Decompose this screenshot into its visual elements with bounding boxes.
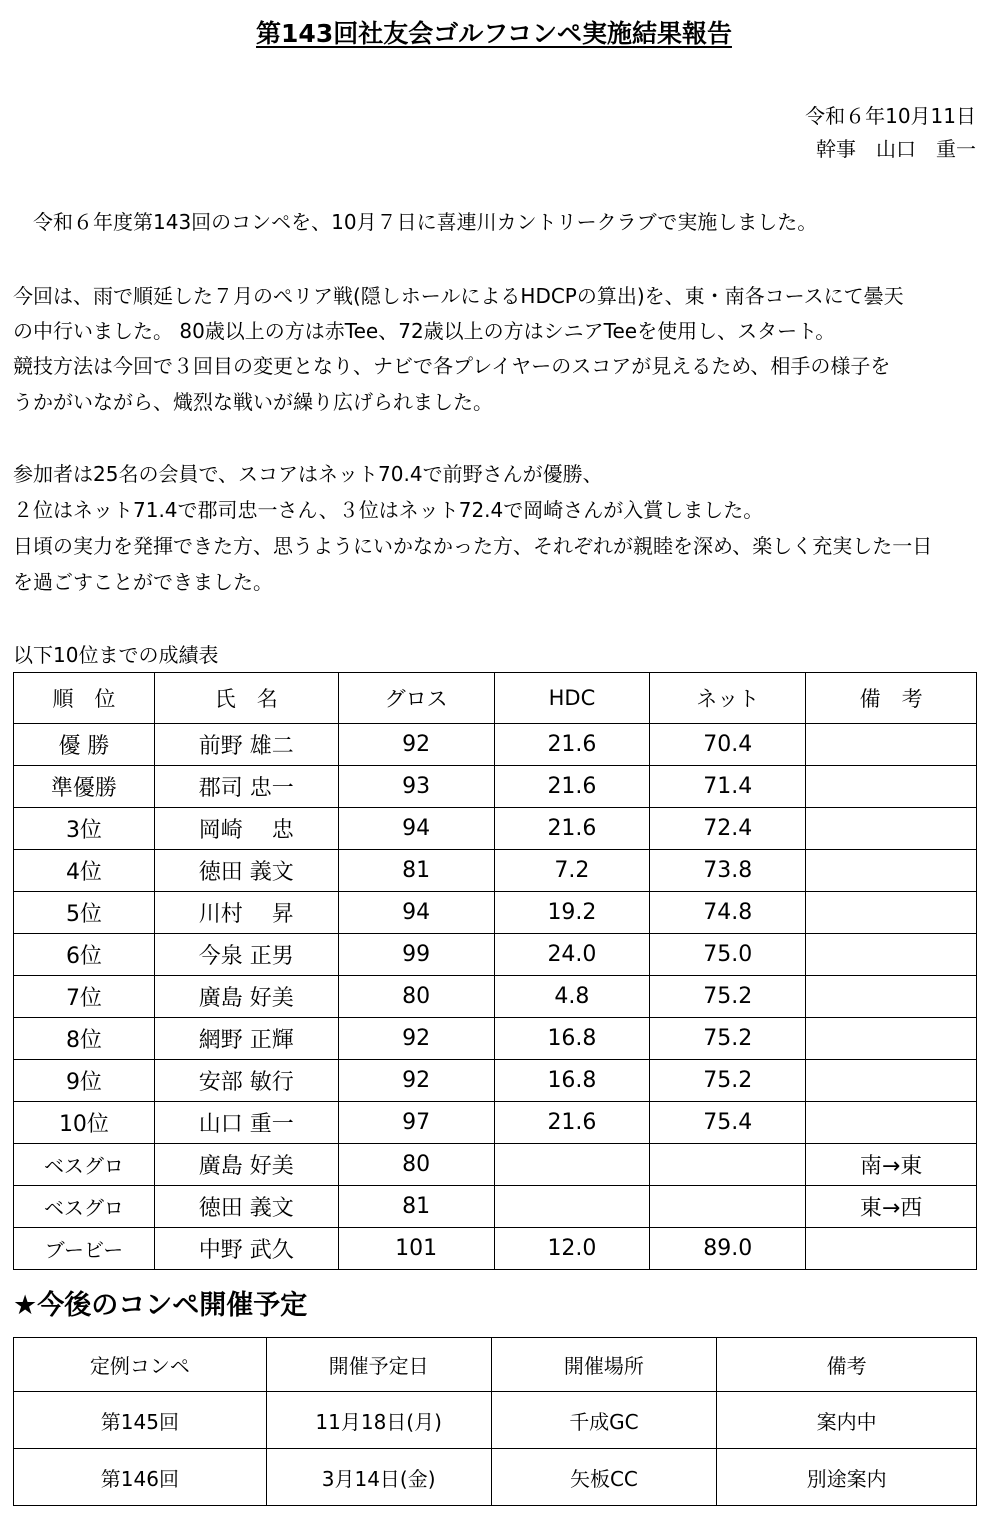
schedule-heading: ★今後のコンペ開催予定 (13, 1290, 308, 1321)
remarks-cell (806, 850, 977, 892)
results-caption: 以下10位までの成績表 (13, 643, 219, 667)
header-rank: 順 位 (14, 673, 155, 724)
header-gross: グロス (338, 673, 494, 724)
name-cell: 廣島 好美 (154, 976, 338, 1018)
table-row (14, 1186, 977, 1228)
body-line: を過ごすことができました。 (13, 570, 273, 594)
header-net: ネット (650, 673, 806, 724)
note-cell: 別途案内 (717, 1449, 977, 1506)
results-table (13, 672, 977, 1270)
header-date: 開催予定日 (266, 1338, 491, 1392)
net-cell: 75.2 (650, 976, 806, 1018)
rank-cell: 4位 (14, 850, 155, 892)
net-cell: 74.8 (650, 892, 806, 934)
header-remarks: 備 考 (806, 673, 977, 724)
name-cell: 徳田 義文 (154, 1186, 338, 1228)
name-cell: 廣島 好美 (154, 1144, 338, 1186)
body-line: の中行いました。 80歳以上の方は赤Tee、72歳以上の方はシニアTeeを使用し、スタート。 (13, 319, 836, 343)
gross-cell: 94 (338, 808, 494, 850)
header-name: 氏 名 (154, 673, 338, 724)
rank-cell: 優 勝 (14, 724, 155, 766)
net-cell: 75.4 (650, 1102, 806, 1144)
table-row (14, 808, 977, 850)
table-row (14, 1060, 977, 1102)
name-cell: 前野 雄二 (154, 724, 338, 766)
rank-cell: ブービー (14, 1228, 155, 1270)
remarks-cell (806, 1060, 977, 1102)
gross-cell: 80 (338, 1144, 494, 1186)
schedule-table (13, 1337, 977, 1506)
hdc-cell: 21.6 (494, 724, 650, 766)
name-cell: 山口 重一 (154, 1102, 338, 1144)
table-row (14, 1102, 977, 1144)
results-body (14, 724, 977, 1270)
competition-cell: 第145回 (14, 1392, 267, 1449)
document-title (0, 14, 988, 50)
name-cell: 郡司 忠一 (154, 766, 338, 808)
header-hdc: HDC (494, 673, 650, 724)
remarks-cell (806, 766, 977, 808)
rank-cell: 6位 (14, 934, 155, 976)
table-row (14, 724, 977, 766)
gross-cell: 92 (338, 1060, 494, 1102)
table-row (14, 976, 977, 1018)
rank-cell: ベスグロ (14, 1144, 155, 1186)
hdc-cell: 12.0 (494, 1228, 650, 1270)
table-row (14, 934, 977, 976)
rank-cell: 準優勝 (14, 766, 155, 808)
remarks-cell (806, 892, 977, 934)
body-line: 参加者は25名の会員で、スコアはネット70.4で前野さんが優勝、 (13, 462, 603, 486)
hdc-cell: 21.6 (494, 1102, 650, 1144)
meta-block (805, 100, 976, 166)
gross-cell: 93 (338, 766, 494, 808)
body-line: 競技方法は今回で３回目の変更となり、ナビで各プレイヤーのスコアが見えるため、相手の様子を (13, 354, 891, 378)
body-line: 日頃の実力を発揮できた方、思うようにいかなかった方、それぞれが親睦を深め、楽しく充実した一日 (13, 534, 933, 558)
net-cell: 89.0 (650, 1228, 806, 1270)
net-cell: 71.4 (650, 766, 806, 808)
title-text: 第143回社友会ゴルフコンペ実施結果報告 (256, 19, 732, 48)
remarks-cell (806, 1228, 977, 1270)
remarks-cell (806, 808, 977, 850)
rank-cell: 7位 (14, 976, 155, 1018)
gross-cell: 101 (338, 1228, 494, 1270)
hdc-cell: 4.8 (494, 976, 650, 1018)
hdc-cell (494, 1144, 650, 1186)
net-cell: 75.2 (650, 1060, 806, 1102)
date-cell: 11月18日(月) (266, 1392, 491, 1449)
rank-cell: ベスグロ (14, 1186, 155, 1228)
net-cell: 70.4 (650, 724, 806, 766)
header-venue: 開催場所 (491, 1338, 717, 1392)
name-cell: 網野 正輝 (154, 1018, 338, 1060)
gross-cell: 92 (338, 724, 494, 766)
report-date: 令和６年10月11日 (805, 104, 976, 128)
remarks-cell (806, 1102, 977, 1144)
body-line: うかがいながら、熾烈な戦いが繰り広げられました。 (13, 390, 493, 414)
table-row (14, 1018, 977, 1060)
remarks-cell (806, 934, 977, 976)
header-competition: 定例コンペ (14, 1338, 267, 1392)
remarks-cell: 東→西 (806, 1186, 977, 1228)
date-cell: 3月14日(金) (266, 1449, 491, 1506)
competition-cell: 第146回 (14, 1449, 267, 1506)
table-row (14, 1392, 977, 1449)
table-row (14, 850, 977, 892)
schedule-body (14, 1392, 977, 1506)
net-cell: 75.2 (650, 1018, 806, 1060)
net-cell: 73.8 (650, 850, 806, 892)
hdc-cell: 7.2 (494, 850, 650, 892)
body-line: 今回は、雨で順延した７月のぺリア戦(隠しホールによるHDCPの算出)を、東・南各コースにて曇天 (13, 284, 904, 308)
remarks-cell (806, 976, 977, 1018)
net-cell: 75.0 (650, 934, 806, 976)
schedule-header-row (14, 1338, 977, 1392)
gross-cell: 80 (338, 976, 494, 1018)
rank-cell: 10位 (14, 1102, 155, 1144)
venue-cell: 千成GC (491, 1392, 717, 1449)
table-row (14, 1144, 977, 1186)
rank-cell: 8位 (14, 1018, 155, 1060)
hdc-cell (494, 1186, 650, 1228)
name-cell: 川村 昇 (154, 892, 338, 934)
hdc-cell: 19.2 (494, 892, 650, 934)
gross-cell: 81 (338, 1186, 494, 1228)
remarks-cell (806, 1018, 977, 1060)
header-note: 備考 (717, 1338, 977, 1392)
gross-cell: 92 (338, 1018, 494, 1060)
results-header-row (14, 673, 977, 724)
remarks-cell (806, 724, 977, 766)
table-row (14, 1449, 977, 1506)
name-cell: 今泉 正男 (154, 934, 338, 976)
rank-cell: 9位 (14, 1060, 155, 1102)
net-cell: 72.4 (650, 808, 806, 850)
name-cell: 徳田 義文 (154, 850, 338, 892)
hdc-cell: 16.8 (494, 1060, 650, 1102)
net-cell (650, 1186, 806, 1228)
name-cell: 中野 武久 (154, 1228, 338, 1270)
remarks-cell: 南→東 (806, 1144, 977, 1186)
gross-cell: 99 (338, 934, 494, 976)
report-author: 幹事 山口 重一 (816, 137, 976, 161)
gross-cell: 94 (338, 892, 494, 934)
gross-cell: 81 (338, 850, 494, 892)
table-row (14, 766, 977, 808)
hdc-cell: 16.8 (494, 1018, 650, 1060)
body-line: ２位はネット71.4で郡司忠一さん、３位はネット72.4で岡崎さんが入賞しました。 (13, 498, 764, 522)
hdc-cell: 21.6 (494, 766, 650, 808)
rank-cell: 3位 (14, 808, 155, 850)
table-row (14, 1228, 977, 1270)
venue-cell: 矢板CC (491, 1449, 717, 1506)
hdc-cell: 24.0 (494, 934, 650, 976)
name-cell: 安部 敏行 (154, 1060, 338, 1102)
rank-cell: 5位 (14, 892, 155, 934)
intro-paragraph: 令和６年度第143回のコンペを、10月７日に喜連川カントリークラブで実施しました。 (13, 210, 818, 234)
gross-cell: 97 (338, 1102, 494, 1144)
net-cell (650, 1144, 806, 1186)
name-cell: 岡崎 忠 (154, 808, 338, 850)
hdc-cell: 21.6 (494, 808, 650, 850)
table-row (14, 892, 977, 934)
note-cell: 案内中 (717, 1392, 977, 1449)
